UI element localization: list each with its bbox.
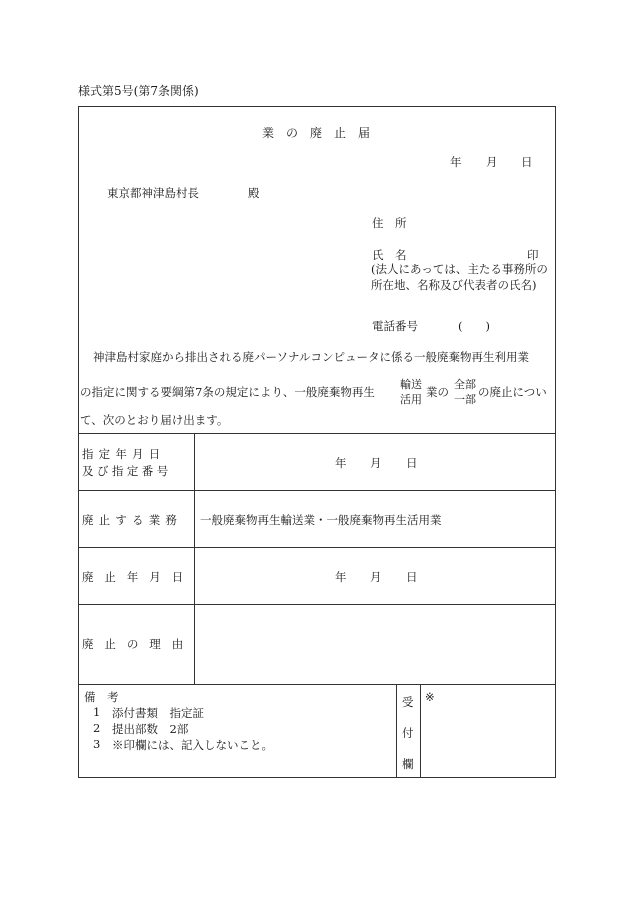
divider-row4: [78, 684, 556, 685]
reception-mark: ※: [425, 690, 435, 704]
notes-heading: 備 考: [84, 690, 119, 704]
row3-year: 年: [335, 570, 347, 584]
notes-item-1-text: 添付書類 指定証: [112, 706, 204, 720]
date-year: 年: [450, 155, 462, 169]
date-month: 月: [486, 155, 498, 169]
notes-item-3-text: ※印欄には、記入しないこと。: [112, 738, 273, 752]
notes-item-2-num: 2: [93, 721, 101, 735]
notes-item-1-num: 1: [93, 705, 101, 719]
divider-reception: [420, 684, 421, 778]
divider-row1: [78, 490, 556, 491]
row1-label-line2: 及び指定番号: [82, 464, 172, 478]
divider-header-table: [78, 433, 556, 434]
body-line-2a: の指定に関する要綱第7条の規定により、一般廃棄物再生: [80, 385, 375, 399]
phone-paren: ( ): [458, 319, 490, 333]
row3-label: 廃止年月日: [82, 570, 195, 584]
row1-day: 日: [406, 456, 418, 470]
reception-label-2: 付: [402, 726, 414, 740]
row1-year: 年: [335, 456, 347, 470]
divider-label-column: [194, 433, 195, 684]
body-line-2b: 業の: [426, 385, 449, 399]
row4-label: 廃止の理由: [82, 637, 195, 651]
row3-day: 日: [406, 570, 418, 584]
form-number: 様式第5号(第7条関係): [78, 84, 199, 98]
reception-label-1: 受: [402, 695, 414, 709]
addressee-name: 東京都神津島村長: [107, 186, 199, 200]
divider-notes: [396, 684, 397, 778]
phone-label: 電話番号: [372, 319, 418, 333]
row1-label-line1: 指定年月日: [82, 447, 166, 461]
body-line-3: て、次のとおり届け出ます。: [80, 413, 229, 427]
form-frame: [78, 106, 556, 778]
corporate-note: (法人にあっては、主たる事務所の所在地、名称及び代表者の氏名): [371, 262, 548, 292]
date-day: 日: [521, 155, 533, 169]
seal-label: 印: [527, 248, 539, 262]
row2-label: 廃止する業務: [82, 513, 183, 527]
choice-part: 一部: [454, 393, 476, 406]
row2-value: 一般廃棄物再生輸送業・一般廃棄物再生活用業: [200, 513, 442, 527]
choice-all: 全部: [454, 378, 476, 391]
form-title: 業 の 廃 止 届: [262, 126, 371, 140]
divider-row3: [78, 604, 556, 605]
notes-item-2-text: 提出部数 2部: [112, 722, 189, 736]
name-label: 氏 名: [372, 248, 407, 262]
choice-utilize: 活用: [400, 393, 422, 406]
divider-row2: [78, 547, 556, 548]
row1-month: 月: [370, 456, 382, 470]
reception-label-3: 欄: [402, 757, 414, 771]
row3-month: 月: [370, 570, 382, 584]
choice-transport: 輸送: [400, 378, 422, 391]
notes-item-3-num: 3: [93, 737, 101, 751]
addressee-honorific: 殿: [248, 186, 260, 200]
address-label: 住 所: [372, 216, 407, 230]
body-line-2c: の廃止につい: [478, 385, 547, 399]
body-line-1: 神津島村家庭から排出される廃パーソナルコンピュータに係る一般廃棄物再生利用業: [93, 350, 529, 364]
